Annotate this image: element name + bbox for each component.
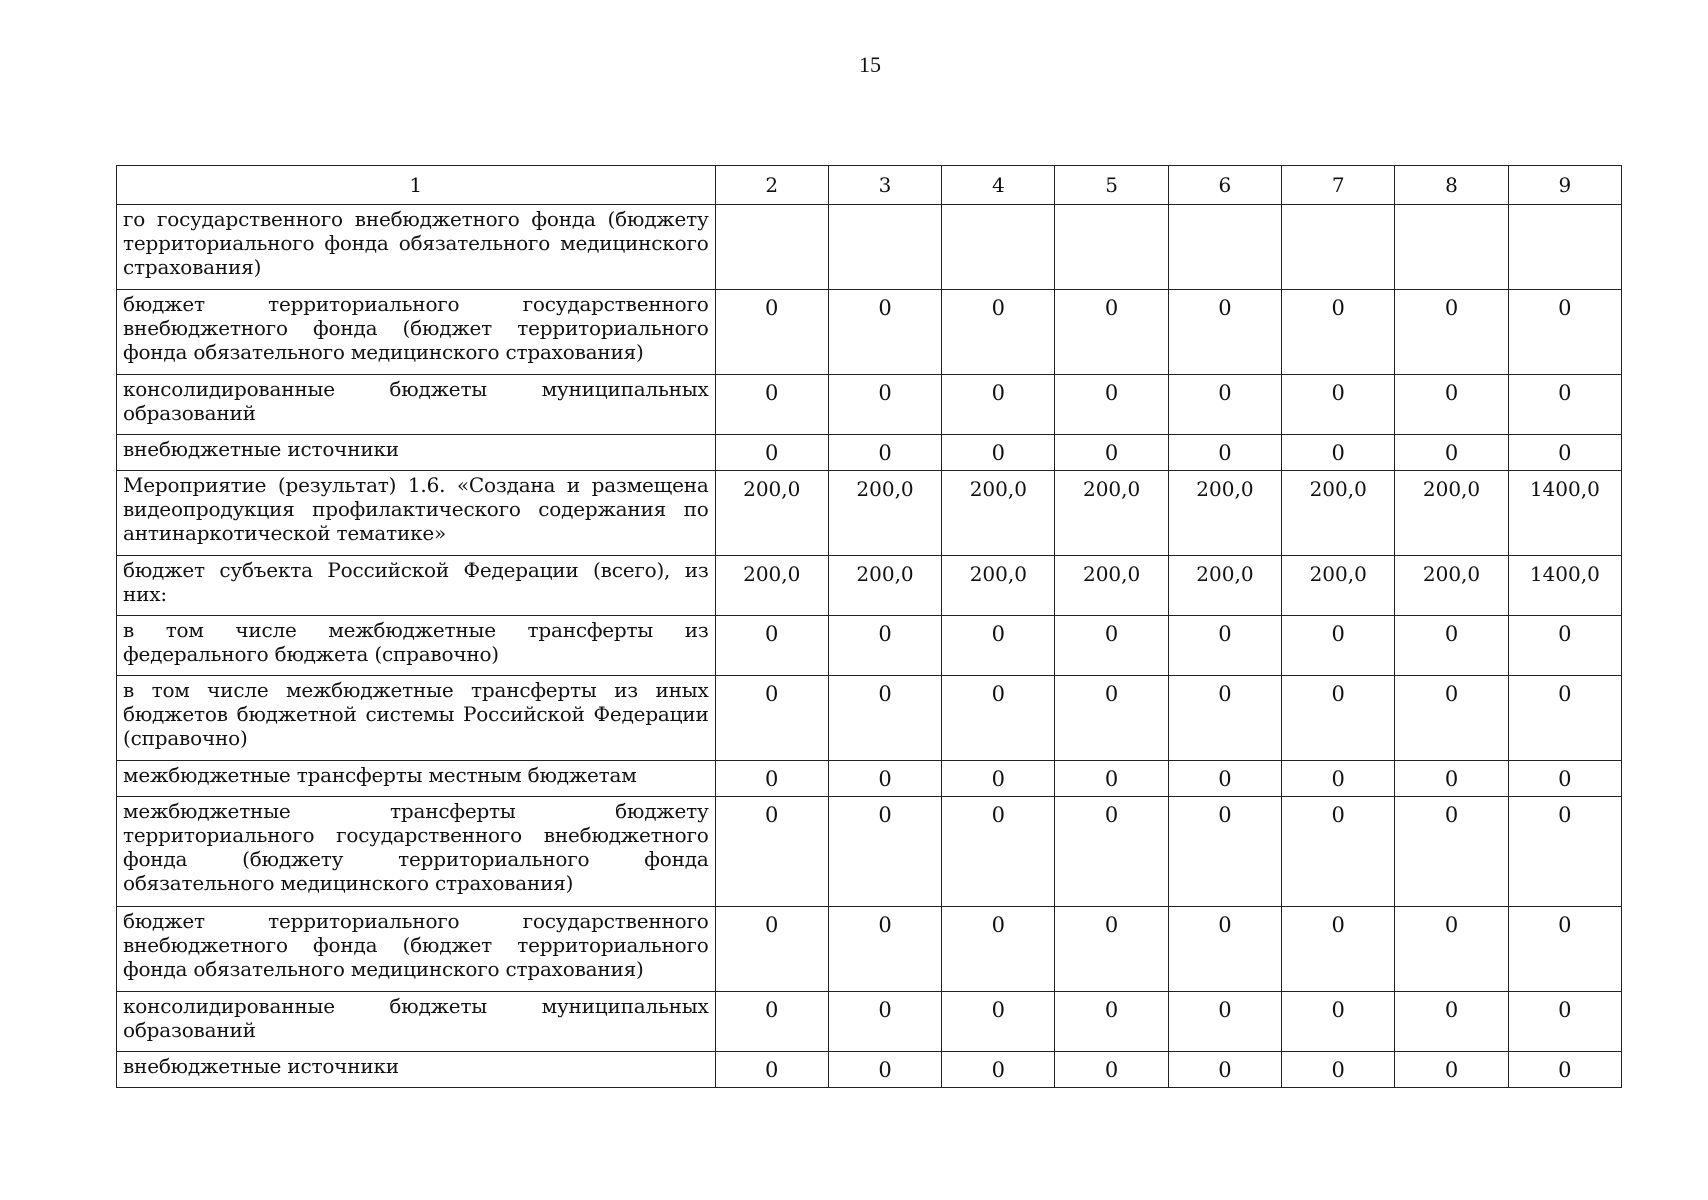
page-number: 15 (859, 52, 881, 77)
value-cell: 0 (828, 676, 941, 761)
row-label: Мероприятие (результат) 1.6. «Создана и размещена видеопродукция профилактического содержания по антинаркотической тематике» (117, 471, 716, 556)
value-cell: 200,0 (1055, 556, 1168, 616)
value-cell (1168, 205, 1281, 290)
value-cell: 0 (1168, 992, 1281, 1052)
column-header: 5 (1055, 166, 1168, 205)
value-cell: 0 (1055, 1052, 1168, 1088)
value-cell (828, 205, 941, 290)
value-cell: 0 (1055, 797, 1168, 907)
value-cell: 0 (715, 290, 828, 375)
column-header: 8 (1395, 166, 1508, 205)
value-cell: 0 (1282, 907, 1395, 992)
value-cell: 0 (1395, 616, 1508, 676)
value-cell: 200,0 (828, 556, 941, 616)
value-cell: 0 (1168, 797, 1281, 907)
value-cell: 0 (1168, 907, 1281, 992)
row-label: бюджет территориального государственного внебюджетного фонда (бюджет территориального фонда обязательного медицинского страхования) (117, 907, 716, 992)
value-cell: 0 (942, 1052, 1055, 1088)
column-header: 7 (1282, 166, 1395, 205)
table-row (117, 205, 1622, 290)
value-cell: 0 (1055, 676, 1168, 761)
value-cell: 0 (1168, 290, 1281, 375)
value-cell: 0 (1508, 290, 1621, 375)
value-cell: 0 (1395, 1052, 1508, 1088)
value-cell: 0 (1395, 290, 1508, 375)
table-body (117, 205, 1622, 1088)
row-label: в том числе межбюджетные трансферты из иных бюджетов бюджетной системы Российской Федерации (справочно) (117, 676, 716, 761)
value-cell (1395, 205, 1508, 290)
table-row (117, 556, 1622, 616)
value-cell: 0 (1395, 435, 1508, 471)
column-header: 3 (828, 166, 941, 205)
value-cell: 0 (828, 1052, 941, 1088)
value-cell: 0 (715, 616, 828, 676)
value-cell: 0 (715, 375, 828, 435)
column-header: 1 (117, 166, 716, 205)
value-cell (942, 205, 1055, 290)
value-cell (1282, 205, 1395, 290)
value-cell: 0 (1395, 907, 1508, 992)
value-cell: 0 (1055, 435, 1168, 471)
value-cell: 0 (942, 290, 1055, 375)
value-cell: 0 (1055, 290, 1168, 375)
value-cell: 0 (715, 1052, 828, 1088)
value-cell: 0 (942, 676, 1055, 761)
value-cell: 0 (1168, 616, 1281, 676)
value-cell: 0 (1282, 290, 1395, 375)
value-cell: 0 (1395, 992, 1508, 1052)
value-cell: 0 (1282, 435, 1395, 471)
value-cell: 0 (942, 907, 1055, 992)
row-label: внебюджетные источники (117, 435, 716, 471)
column-header: 4 (942, 166, 1055, 205)
value-cell: 0 (828, 375, 941, 435)
value-cell: 0 (1508, 375, 1621, 435)
row-label: консолидированные бюджеты муниципальных образований (117, 375, 716, 435)
value-cell: 200,0 (942, 471, 1055, 556)
value-cell: 200,0 (1168, 556, 1281, 616)
value-cell: 200,0 (1395, 556, 1508, 616)
value-cell: 0 (828, 992, 941, 1052)
value-cell: 0 (942, 375, 1055, 435)
value-cell: 0 (1508, 992, 1621, 1052)
table-row (117, 435, 1622, 471)
value-cell: 0 (1508, 616, 1621, 676)
value-cell: 0 (1168, 375, 1281, 435)
value-cell: 0 (1395, 375, 1508, 435)
row-label: го государственного внебюджетного фонда (бюджету территориального фонда обязательного медицинского страхования) (117, 205, 716, 290)
value-cell: 0 (1055, 616, 1168, 676)
value-cell: 0 (1055, 375, 1168, 435)
value-cell: 0 (942, 992, 1055, 1052)
value-cell: 0 (1395, 761, 1508, 797)
value-cell: 0 (715, 797, 828, 907)
column-header: 9 (1508, 166, 1621, 205)
table-row (117, 616, 1622, 676)
value-cell: 0 (1508, 761, 1621, 797)
value-cell: 200,0 (1282, 471, 1395, 556)
value-cell: 200,0 (1055, 471, 1168, 556)
value-cell: 0 (1282, 616, 1395, 676)
value-cell: 0 (1508, 797, 1621, 907)
row-label: межбюджетные трансферты местным бюджетам (117, 761, 716, 797)
value-cell: 1400,0 (1508, 471, 1621, 556)
table-row (117, 676, 1622, 761)
value-cell: 0 (828, 797, 941, 907)
value-cell: 0 (1395, 676, 1508, 761)
column-header: 2 (715, 166, 828, 205)
value-cell: 1400,0 (1508, 556, 1621, 616)
value-cell: 0 (1055, 907, 1168, 992)
row-label: консолидированные бюджеты муниципальных образований (117, 992, 716, 1052)
value-cell: 0 (828, 435, 941, 471)
value-cell: 0 (715, 907, 828, 992)
value-cell: 0 (942, 435, 1055, 471)
value-cell: 0 (715, 676, 828, 761)
value-cell: 0 (1282, 1052, 1395, 1088)
row-label: бюджет субъекта Российской Федерации (всего), из них: (117, 556, 716, 616)
value-cell: 0 (715, 435, 828, 471)
value-cell: 0 (1282, 761, 1395, 797)
value-cell: 0 (1282, 375, 1395, 435)
value-cell: 0 (1282, 797, 1395, 907)
value-cell: 0 (1055, 992, 1168, 1052)
value-cell: 0 (828, 761, 941, 797)
value-cell: 0 (1168, 761, 1281, 797)
row-label: межбюджетные трансферты бюджету территориального государственного внебюджетного фонда (бюджету территориального фонда обязательного медицинского страхования) (117, 797, 716, 907)
value-cell: 200,0 (1395, 471, 1508, 556)
header-row (117, 166, 1622, 205)
value-cell: 0 (1508, 907, 1621, 992)
table-row (117, 761, 1622, 797)
value-cell: 200,0 (1282, 556, 1395, 616)
column-header: 6 (1168, 166, 1281, 205)
row-label: в том числе межбюджетные трансферты из федерального бюджета (справочно) (117, 616, 716, 676)
row-label: внебюджетные источники (117, 1052, 716, 1088)
value-cell: 200,0 (715, 556, 828, 616)
table-row (117, 471, 1622, 556)
value-cell: 0 (828, 907, 941, 992)
value-cell: 200,0 (715, 471, 828, 556)
value-cell: 0 (715, 992, 828, 1052)
table-row (117, 992, 1622, 1052)
value-cell: 0 (715, 761, 828, 797)
value-cell: 200,0 (942, 556, 1055, 616)
value-cell (715, 205, 828, 290)
table-row (117, 290, 1622, 375)
value-cell: 0 (828, 290, 941, 375)
value-cell: 0 (1282, 676, 1395, 761)
value-cell: 200,0 (1168, 471, 1281, 556)
budget-table (116, 165, 1622, 1088)
value-cell: 0 (942, 797, 1055, 907)
value-cell: 0 (1282, 992, 1395, 1052)
value-cell: 0 (828, 616, 941, 676)
value-cell (1055, 205, 1168, 290)
value-cell: 0 (1168, 1052, 1281, 1088)
value-cell: 0 (942, 616, 1055, 676)
value-cell: 0 (1055, 761, 1168, 797)
table-row (117, 1052, 1622, 1088)
table-row (117, 907, 1622, 992)
table-row (117, 797, 1622, 907)
value-cell: 0 (1168, 435, 1281, 471)
value-cell (1508, 205, 1621, 290)
value-cell: 0 (1508, 435, 1621, 471)
table-row (117, 375, 1622, 435)
value-cell: 0 (1395, 797, 1508, 907)
value-cell: 0 (942, 761, 1055, 797)
value-cell: 0 (1168, 676, 1281, 761)
row-label: бюджет территориального государственного внебюджетного фонда (бюджет территориального фонда обязательного медицинского страхования) (117, 290, 716, 375)
value-cell: 0 (1508, 1052, 1621, 1088)
value-cell: 0 (1508, 676, 1621, 761)
value-cell: 200,0 (828, 471, 941, 556)
